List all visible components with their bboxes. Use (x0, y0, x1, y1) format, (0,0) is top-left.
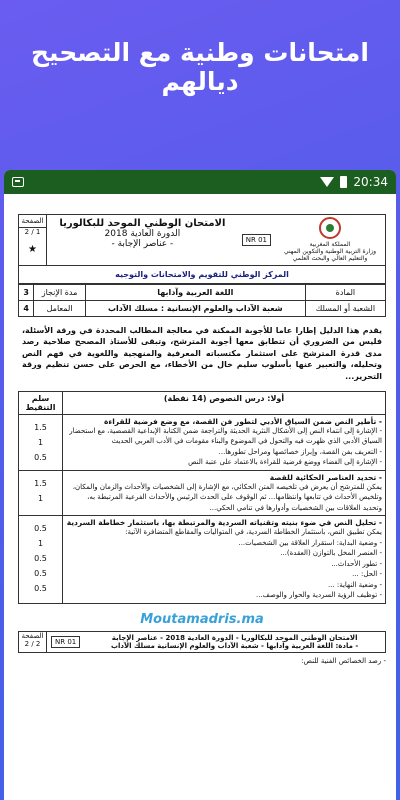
exam-session: الدورة العادية 2018 (104, 229, 181, 239)
subject-label: المادة (305, 284, 385, 300)
intro-paragraph: يقدم هذا الدليل إطارا عاما للأجوبة الممكنة في معالجة المطالب المحددة في ورقة الأسئلة، فليس من الضروري أن تتطابق معها أجوبة المترشح، وتبقى للأستاذ المصحح صلاحية رصد مدى قدرة المترشح على استثمار مكتسباته المعرفية والمنهجية واللغوية في فهم النص وتحليله، والتعبير عنها بأسلوب سليم خال من الأخطاء، مع الحرص على حسن تنظيم ورقة التحرير... (22, 325, 382, 381)
duration-value: 3 (19, 284, 34, 300)
document-header (18, 214, 386, 266)
signal-icon (320, 177, 334, 187)
table-row (19, 516, 386, 604)
next-page-title-block (84, 632, 385, 652)
next-page-code: NR 01 (51, 636, 80, 648)
section-title: - تحليل النص في ضوء بنيته وتقنياته السردية والمرتبطة بها، باستثمار خطاطة السردية (66, 518, 382, 528)
promo-title: امتحانات وطنية مع التصحيح ديالهم (31, 38, 369, 96)
exam-code: NR 01 (242, 234, 271, 246)
subject-value: اللغة العربية وآدابها (85, 284, 305, 300)
pagination-label: الصفحة (19, 215, 46, 228)
exam-title-block (47, 215, 238, 265)
section-title: - تحديد العناصر الحكائية للقصة (269, 472, 382, 482)
score-value: 0.5 (34, 452, 47, 462)
score-value: 0.5 (34, 584, 47, 594)
table-row (19, 414, 386, 470)
coef-label: المعامل (34, 300, 86, 316)
score-header: سلم التنقيط (19, 391, 63, 414)
battery-icon (340, 176, 347, 188)
coef-value: 4 (19, 300, 34, 316)
notification-icon (12, 177, 24, 187)
center-name: المركز الوطني للتقويم والامتحانات والتوجيه (18, 266, 386, 284)
score-value: 1.5 (34, 422, 47, 432)
status-bar (4, 170, 396, 194)
score-value: 0.5 (34, 524, 47, 534)
section-title: - تأطير النص ضمن السياق الأدبي لتطور فن القصة، مع وضع فرضية للقراءة (103, 416, 382, 426)
exam-title: الامتحان الوطني الموحد للبكالوريا (59, 218, 226, 229)
exam-info-table (18, 284, 386, 317)
score-value: 1.5 (34, 478, 47, 488)
site-watermark: Moutamadris.ma (140, 611, 264, 627)
pagination-box (19, 215, 47, 265)
score-value: 0.5 (34, 554, 47, 564)
next-page-text: - رصد الخصائص الفنية للنص: (301, 656, 386, 665)
score-value: 1 (37, 493, 44, 503)
next-pagination-label: الصفحة (21, 631, 44, 640)
section-body: - الإشارة إلى انتماء النص إلى الأشكال النثرية الحديثة والتراجعة ضمن الكتابة الإبداعية القصصية، مع استحضار السياق الأدبي الذي ظهرت فيه والتحول في الموضوع والبناء مقومات في الأدب العربي الحديث - التعريف بفن القصة، وإبراز خصائصها ومراحل تطورها... - الإشارة إلى الفضاء ووضع فرضية للقراءة بالاعتماد على عتبة النص (69, 426, 382, 467)
next-pagination-value: 2 / 2 (24, 639, 41, 648)
next-page-title: الامتحان الوطني الموحد للبكالوريا - الدورة العادية 2018 - عناصر الإجابة (111, 633, 358, 642)
score-value: 1 (37, 437, 44, 447)
duration-label: مدة الإنجاز (34, 284, 86, 300)
star-icon: ★ (28, 244, 37, 255)
section-body: يمكن تطبيق النص، باستثمار الخطاطة السردية، في المتواليات والمقاطع المتضافرة الآتية: - وضعية البداية: استقرار العلاقة بين الشخصيات... - العنصر المخل بالتوازن (العقدة)... - تطور الأحداث... - الحل: ... - وضعية النهاية: ... - توظيف الرؤية السردية والحوار والوصف... (125, 528, 382, 600)
part-header: أولا: درس النصوص (14 نقطة) (63, 391, 386, 414)
answer-elements: - عناصر الإجابة - (111, 239, 174, 249)
ministry-block (275, 215, 385, 265)
section-body: يمكن للمترشح أن يعرض في تلخيصه المتن الحكائي، مع الإشارة إلى الشخصيات والأحداث والزمان والمكان، وتلخيص الأحداث في تتابعها وانتظامها... ثم الوقوف على الحدث الرئيس والأحداث الفرعية المرتبطة به، وتحديد العلاقات بين الشخصيات وأدوارها في تنامي الحكي... (72, 482, 382, 512)
next-page-header (18, 631, 386, 653)
table-row (19, 470, 386, 516)
phone-screen (4, 170, 396, 800)
score-value: 1 (37, 539, 44, 549)
branch-label: الشعبة أو المسلك (305, 300, 385, 316)
grading-table (18, 391, 386, 604)
ministry-text: المملكة المغربية وزارة التربية الوطنية والتكوين المهني والتعليم العالي والبحث العلمي (283, 241, 377, 263)
next-page-subject: - مادة: اللغة العربية وآدابها - شعبة الآداب والعلوم الإنسانية مسلك الآداب (110, 641, 359, 650)
exam-document[interactable] (4, 194, 396, 665)
status-time: 20:34 (353, 175, 388, 189)
kingdom-emblem-icon (319, 217, 341, 239)
next-pagination-box (19, 632, 47, 652)
score-value: 0.5 (34, 569, 47, 579)
branch-value: شعبة الآداب والعلوم الإنسانية : مسلك الآداب (85, 300, 305, 316)
pagination-value: 2 / 1 (24, 228, 41, 236)
